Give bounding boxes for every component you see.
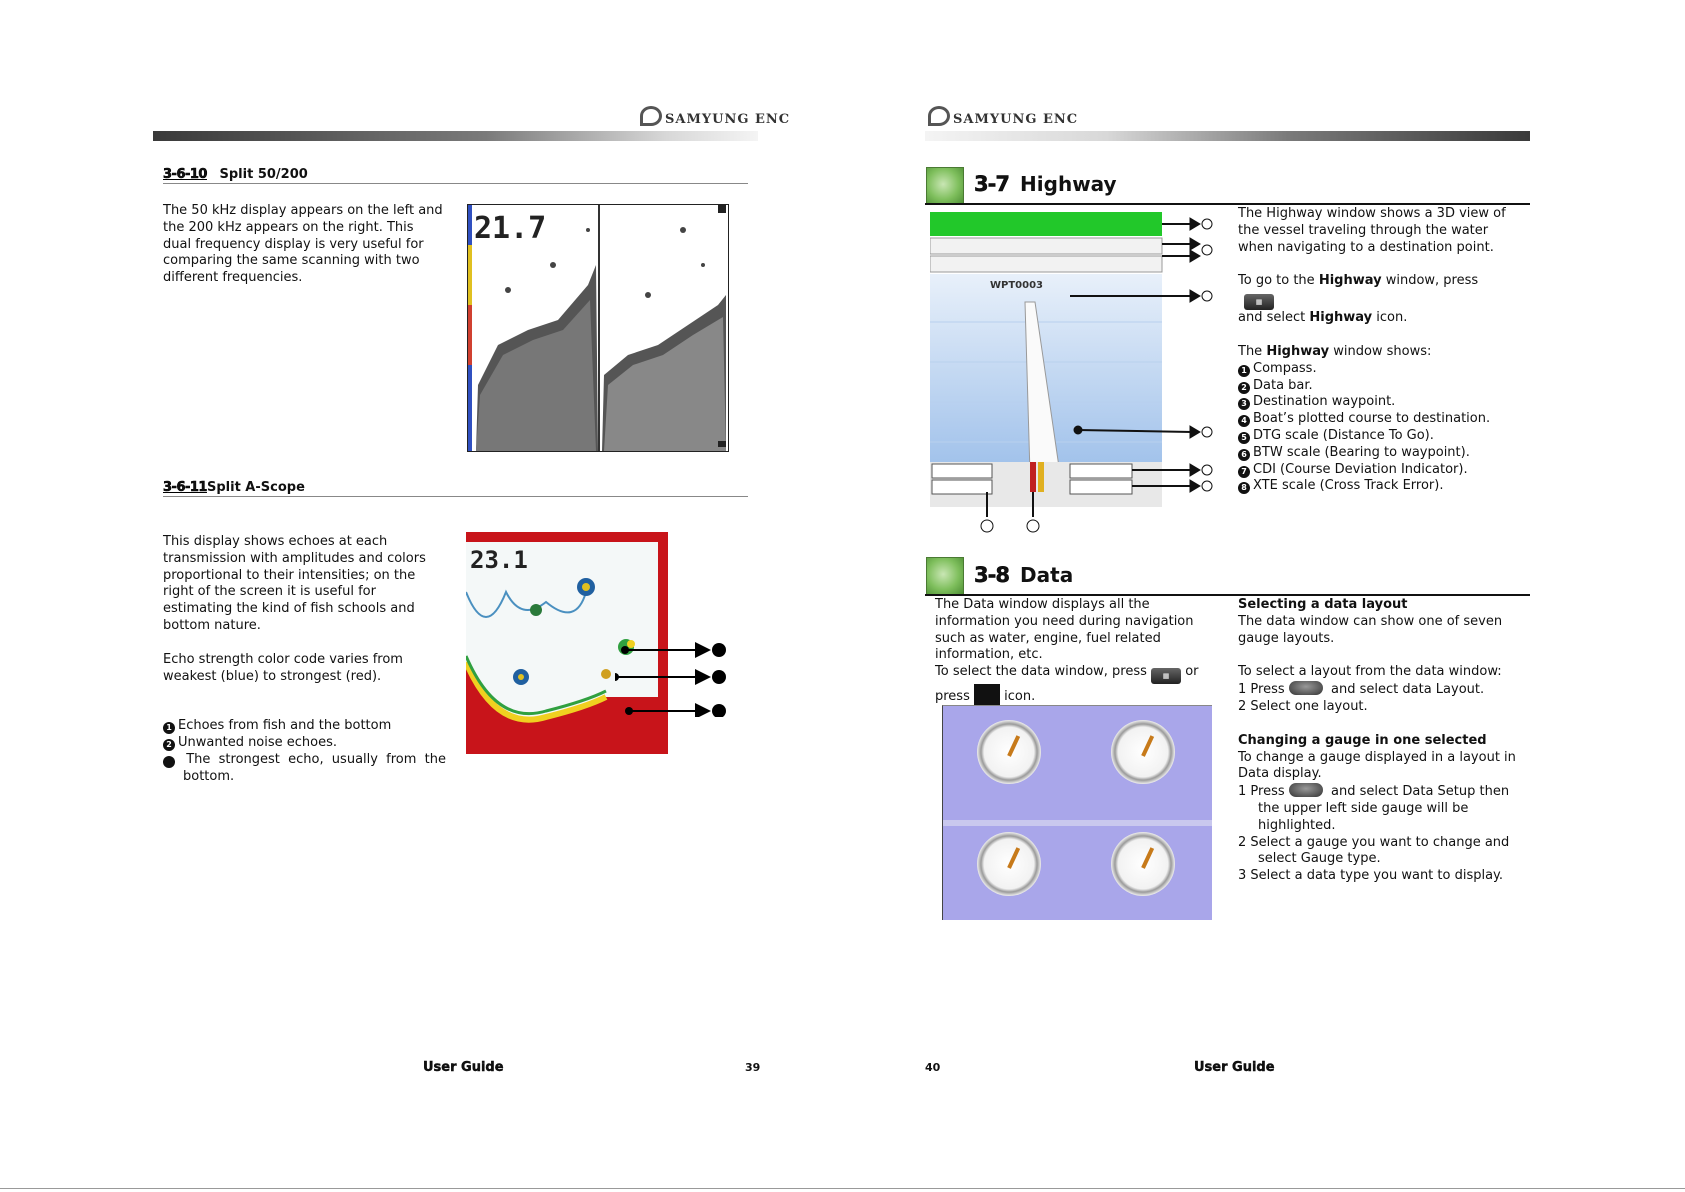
callout-arrow-icon	[621, 642, 726, 658]
data-layout-instructions: Selecting a data layout The data window can show one of seven gauge layouts. To select a layout from the data window: 1 Press and select data Layout. 2 Select one layout. Changing a gauge in one selected To change a gauge displayed in a layout in Data display. 1 Press and select Data Setup then the upper left side gauge will be highlighted. 2 Select a gauge you want to change and select Gauge type. 3 Select a data type you want to display.	[1238, 597, 1516, 884]
numbered-marker-icon: 5	[1238, 432, 1250, 444]
a-scope-legend	[156, 718, 446, 785]
menu-key-icon	[1289, 783, 1323, 797]
menu-button-icon: ▦	[1151, 668, 1181, 684]
section-title: Split 50/200	[219, 167, 308, 182]
numbered-marker-icon: 3	[163, 756, 175, 768]
left-footer-label: User Guide	[423, 1060, 504, 1075]
section-title: Data	[1020, 563, 1074, 587]
bottom-edge-rule	[0, 1188, 1685, 1189]
data-description: The Data window displays all the information you need during navigation such as water, engine, fuel related information, etc. To select the data window, press ▦ or press icon.	[935, 597, 1217, 708]
data-section-icon	[926, 557, 964, 595]
a-scope-depth-readout: 23.1	[470, 546, 528, 574]
right-page-number: 40	[925, 1061, 941, 1074]
section-title: Split A-Scope	[206, 480, 305, 495]
numbered-marker-icon: 4	[1238, 415, 1250, 427]
change-step-1: 1 Press and select Data Setup then	[1238, 784, 1510, 800]
list-item: 6 BTW scale (Bearing to waypoint).	[1238, 445, 1516, 462]
list-item: 3 The strongest echo, usually from the bottom.	[156, 751, 446, 784]
section-rule	[163, 496, 748, 497]
layout-step-1: 1 Press and select data Layout.	[1238, 682, 1485, 698]
gauge-icon	[1111, 720, 1175, 784]
split-depth-readout: 21.7	[474, 211, 547, 246]
list-item: 3 Destination waypoint.	[1238, 394, 1516, 411]
list-item: 8 XTE scale (Cross Track Error).	[1238, 478, 1516, 495]
section-rule	[925, 594, 1530, 596]
right-footer-label: User Guide	[1194, 1060, 1275, 1075]
section-number: 3-8	[974, 563, 1009, 587]
highway-shows: The Highway window shows:	[1238, 343, 1432, 359]
list-item: 5 DTG scale (Distance To Go).	[1238, 428, 1516, 445]
section-heading-data	[974, 563, 1073, 587]
selecting-layout-heading: Selecting a data layout	[1238, 597, 1408, 612]
numbered-marker-icon: 2	[1238, 382, 1250, 394]
a-scope-callouts	[615, 632, 730, 717]
numbered-marker-icon: 2	[163, 739, 175, 751]
a-scope-description: This display shows echoes at each transmission with amplitudes and colors proportional to their intensities; on the right of the screen it is useful for estimating the kind of fish schools and bottom nature. Echo strength color code varies from weakest (blue) to strongest (red). 1 Echoes from fish and the bottom 2 Unwanted noise echoes. 3 The strongest echo, usually from the bottom.	[156, 534, 446, 784]
callout-arrow-icon	[615, 669, 726, 685]
data-select-instructions: To select the data window, press ▦ or press icon.	[935, 664, 1217, 708]
section-number: 3-6-11	[163, 480, 207, 495]
section-heading-highway	[974, 172, 1117, 196]
menu-key-icon	[1289, 681, 1323, 695]
list-item: 7 CDI (Course Deviation Indicator).	[1238, 462, 1516, 479]
gauge-icon	[1111, 832, 1175, 896]
highway-description	[1238, 206, 1516, 495]
numbered-marker-icon: 6	[1238, 449, 1250, 461]
changing-gauge-heading: Changing a gauge in one selected	[1238, 732, 1487, 748]
split-50-200-description: The 50 kHz display appears on the left and the 200 kHz appears on the right. This dual frequency display is very useful for comparing the same scanning with two different frequencies.	[163, 203, 443, 286]
highway-screenshot	[930, 212, 1213, 542]
section-heading-split-50-200	[163, 167, 308, 182]
numbered-marker-icon: 7	[1238, 466, 1250, 478]
highway-intro: The Highway window shows a 3D view of the vessel traveling through the water when navigating to a destination point.	[1238, 206, 1506, 255]
left-header-bar	[153, 131, 758, 141]
brand-swirl-icon	[640, 106, 662, 126]
data-divider	[943, 820, 1212, 826]
left-header-logo: SAMYUNG ENC	[640, 106, 790, 127]
gauge-icon	[977, 720, 1041, 784]
numbered-marker-icon: 1	[163, 722, 175, 734]
list-item: 2 Data bar.	[1238, 378, 1516, 395]
section-rule	[925, 203, 1530, 205]
callout-arrow-icon	[625, 703, 726, 717]
list-item: 1 Compass.	[1238, 361, 1516, 378]
brand-swirl-icon	[928, 106, 950, 126]
gauge-icon	[977, 832, 1041, 896]
split-50-200-screenshot	[467, 204, 729, 452]
list-item: 2 Unwanted noise echoes.	[163, 735, 446, 752]
right-header-bar	[925, 131, 1530, 141]
section-number: 3-7	[974, 172, 1009, 196]
menu-button-icon: ▦	[1244, 294, 1274, 310]
list-item: 1 Echoes from fish and the bottom	[163, 718, 446, 735]
highway-item-list	[1238, 361, 1516, 495]
numbered-marker-icon: 8	[1238, 482, 1250, 494]
numbered-marker-icon: 3	[1238, 398, 1250, 410]
right-header-logo: SAMYUNG ENC	[928, 106, 1078, 127]
section-heading-split-a-scope	[163, 480, 305, 495]
highway-screen-image	[930, 212, 1213, 542]
section-rule	[163, 183, 748, 184]
left-page-number: 39	[745, 1061, 761, 1074]
list-item: 4 Boat’s plotted course to destination.	[1238, 411, 1516, 428]
data-gauges-screenshot	[942, 705, 1212, 920]
highway-waypoint-label: WPT0003	[990, 280, 1044, 291]
section-number: 3-6-10	[163, 167, 207, 182]
section-title: Highway	[1020, 172, 1117, 196]
highway-goto: To go to the Highway window, press ▦ and select Highway icon.	[1238, 273, 1479, 326]
highway-section-icon	[926, 167, 964, 205]
numbered-marker-icon: 1	[1238, 365, 1250, 377]
